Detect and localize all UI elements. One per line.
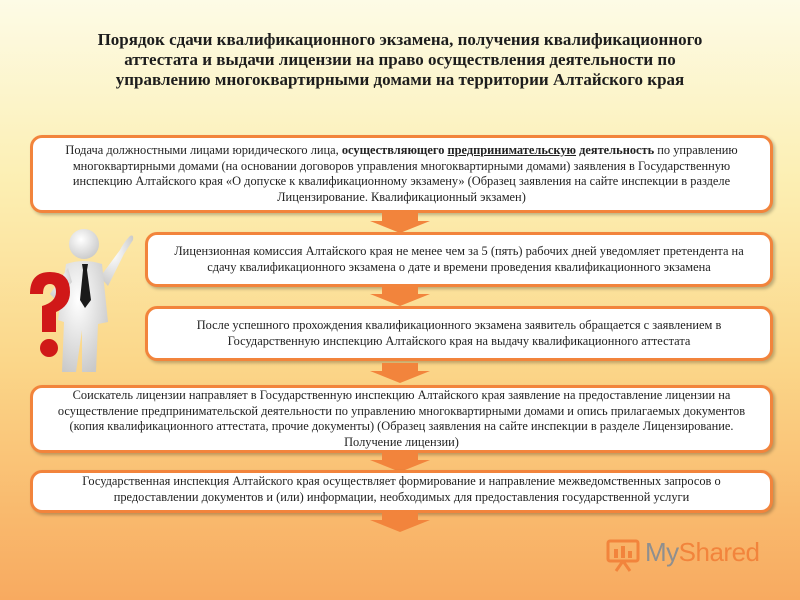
arrow-down-icon [370,452,430,472]
step-box-4 [30,385,773,453]
step-box-3 [145,306,773,361]
page-title: Порядок сдачи квалификационного экзамена, получения квалификационного аттестата и выдачи лицензии на право осуществления деятельности по управлению многоквартирными домами на территории Алтайского края [97,30,703,89]
myshared-logo [605,535,770,575]
question-person-icon [12,222,140,377]
logo-text: MyShared [645,537,760,567]
arrow-down-icon [370,363,430,383]
arrow-down-icon [370,213,430,233]
step-3-text: После успешного прохождения квалификационного экзамена заявитель обращается с заявлением в Государственную инспекцию Алтайского края на выдачу квалификационного аттестата [196,318,722,348]
step-5-text: Государственная инспекция Алтайского края осуществляет формирование и направление межведомственных запросов о предоставлении документов и (или) информации, необходимых для предоставления государственной услуги [82,474,721,504]
step-2-text: Лицензионная комиссия Алтайского края не менее чем за 5 (пять) рабочих дней уведомляет претендента на сдачу квалификационного экзамена о дате и времени проведения квалификационного экзамена [174,244,744,274]
step-1-text: Подача должностными лицами юридического лица, осуществляющего предпринимательскую деятельность по управлению многоквартирными домами (на основании договоров управления многоквартирными домами) заявления в Государственную инспекцию Алтайского края «О допуске к квалификационному экзамену» (Образец заявления на сайте инспекции в разделе Лицензирование. Квалификационный экзамен) [65,143,738,204]
arrow-down-icon [370,286,430,306]
step-4-text: Соискатель лицензии направляет в Государственную инспекцию Алтайского края заявление на предоставление лицензии на осуществление предпринимательской деятельности по управлению многоквартирными домами и опись прилагаемых документов (копия квалификационного аттестата, прочие документы) (Образец заявления на сайте инспекции в разделе Лицензирование. Получение лицензии) [57,388,746,449]
step-box-2 [145,232,773,287]
step-box-5 [30,470,773,513]
presentation-icon [605,537,641,573]
arrow-down-icon [370,512,430,532]
step-box-1 [30,135,773,213]
